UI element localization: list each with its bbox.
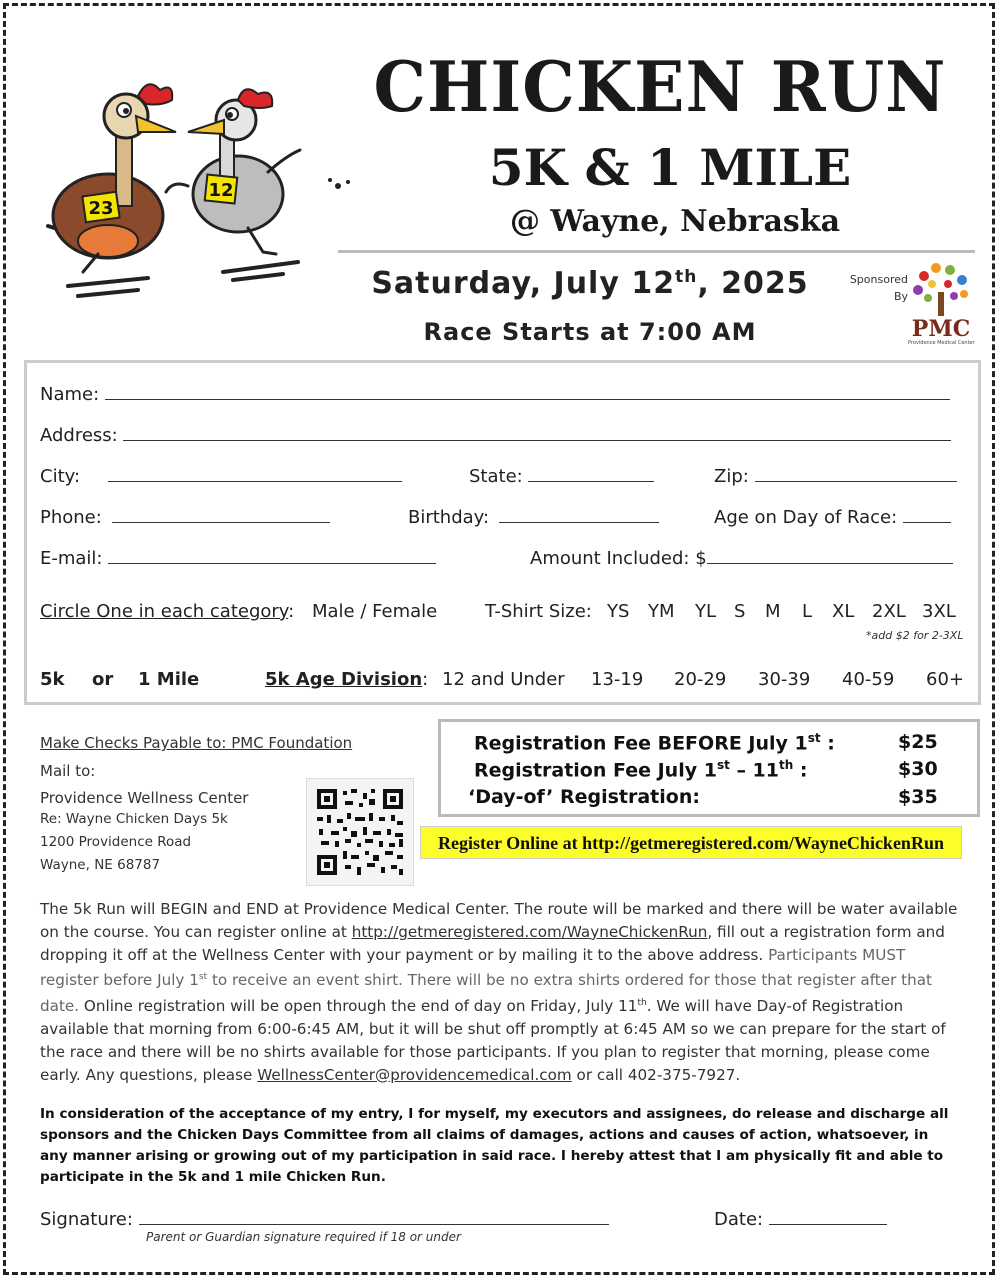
fee-day-of-price: $35 xyxy=(898,786,938,808)
race-start-time: Race Starts at 7:00 AM xyxy=(423,318,757,346)
checks-payable: Make Checks Payable to: PMC Foundation xyxy=(40,734,353,752)
age-division-label: 5k Age Division: xyxy=(265,669,429,690)
birthday-field[interactable]: Birthday: xyxy=(408,506,659,528)
tshirt-size-ym[interactable]: YM xyxy=(648,601,675,622)
zip-field[interactable]: Zip: xyxy=(714,465,957,487)
fee-july-1-11-label: Registration Fee July 1st – 11th : xyxy=(474,758,808,782)
age-division-12-under[interactable]: 12 and Under xyxy=(442,669,565,690)
address-field[interactable]: Address: xyxy=(40,424,951,446)
city-field[interactable]: City: xyxy=(40,465,402,487)
race-option-5k[interactable]: 5k xyxy=(40,669,65,690)
tshirt-size-xl[interactable]: XL xyxy=(832,601,855,622)
race-distance-title: 5K & 1 MILE xyxy=(488,138,852,197)
race-location: @ Wayne, Nebraska xyxy=(509,204,841,239)
age-division-13-19[interactable]: 13-19 xyxy=(591,669,644,690)
pmc-logo-subtitle: Providence Medical Center xyxy=(908,340,975,346)
tshirt-size-2xl[interactable]: 2XL xyxy=(872,601,906,622)
name-line[interactable] xyxy=(105,383,950,400)
page-title: CHICKEN RUN xyxy=(373,46,947,128)
signature-date-line[interactable] xyxy=(769,1208,887,1225)
tshirt-size-l[interactable]: L xyxy=(802,601,813,622)
race-option-or: or xyxy=(92,669,114,690)
email-field[interactable]: E-mail: xyxy=(40,547,436,569)
mail-address-line2: Re: Wayne Chicken Days 5k xyxy=(40,811,228,827)
register-online-link[interactable]: Register Online at http://getmeregistered.com/WayneChickenRun xyxy=(420,826,962,859)
chicken-runners-illustration xyxy=(38,76,358,308)
amount-field[interactable]: Amount Included: $ xyxy=(530,547,953,569)
email-line[interactable] xyxy=(108,547,436,564)
state-field[interactable]: State: xyxy=(469,465,654,487)
fee-july-1-11-price: $30 xyxy=(898,758,938,780)
mail-address-line1: Providence Wellness Center xyxy=(40,789,249,807)
circle-instructions: Circle One in each category: xyxy=(40,601,295,622)
name-field[interactable]: Name: xyxy=(40,383,950,405)
wellness-center-email-link[interactable]: WellnessCenter@providencemedical.com xyxy=(257,1065,572,1084)
address-line[interactable] xyxy=(123,424,951,441)
age-field[interactable]: Age on Day of Race: xyxy=(714,506,951,528)
registration-form xyxy=(24,360,981,705)
tshirt-size-s[interactable]: S xyxy=(734,601,746,622)
age-line[interactable] xyxy=(903,506,951,523)
age-division-20-29[interactable]: 20-29 xyxy=(674,669,727,690)
city-line[interactable] xyxy=(108,465,402,482)
race-option-1-mile[interactable]: 1 Mile xyxy=(138,669,200,690)
guardian-note: Parent or Guardian signature required if 18 or under xyxy=(146,1230,461,1244)
tshirt-size-3xl[interactable]: 3XL xyxy=(922,601,956,622)
tshirt-size-label: T-Shirt Size: xyxy=(485,601,592,622)
race-date: Saturday, July 12th, 2025 xyxy=(371,266,809,301)
fee-before-july-1-label: Registration Fee BEFORE July 1st : xyxy=(474,731,835,755)
bib-12: 12 xyxy=(208,180,234,201)
race-information: The 5k Run will BEGIN and END at Providence Medical Center. The route will be marked and there will be water available on the course. You can register online at http://getmeregistered.com/WayneChickenRun, fill out a registration form and dropping it off at the Wellness Center with your payment or by mailing it to the above address. Participants MUST register before July 1st to receive an event shirt. There will be no extra shirts ordered for those that register after that date. Online registration will be open through the end of day on Friday, July 11th. We will have Day-of Registration available that morning from 6:00-6:45 AM, but it will be shut off promptly at 6:45 AM so we can prepare for the start of the race and there will be no shirts available for those participants. If you plan to register that morning, please come early. Any questions, please WellnessCenter@providencemedical.com or call 402-375-7927. xyxy=(40,900,958,1084)
pmc-logo xyxy=(908,262,974,346)
shirt-deadline-note: Participants MUST register before July 1st to receive an event shirt. There will be no extra shirts ordered for those that register after that date. xyxy=(40,945,933,1016)
signature-date-field[interactable]: Date: xyxy=(714,1208,887,1230)
tshirt-size-m[interactable]: M xyxy=(765,601,781,622)
signature-field[interactable]: Signature: xyxy=(40,1208,609,1230)
registration-link[interactable]: http://getmeregistered.com/WayneChickenRun xyxy=(351,922,708,941)
age-division-60-plus[interactable]: 60+ xyxy=(926,669,964,690)
tshirt-size-ys[interactable]: YS xyxy=(607,601,630,622)
bib-23: 23 xyxy=(88,198,114,219)
age-division-40-59[interactable]: 40-59 xyxy=(842,669,895,690)
state-line[interactable] xyxy=(528,465,654,482)
fee-before-july-1-price: $25 xyxy=(898,731,938,753)
gender-options[interactable]: Male / Female xyxy=(312,601,438,622)
fee-day-of-label: ‘Day-of’ Registration: xyxy=(468,786,700,808)
mail-address-line3: 1200 Providence Road xyxy=(40,834,192,850)
age-division-30-39[interactable]: 30-39 xyxy=(758,669,811,690)
birthday-line[interactable] xyxy=(499,506,659,523)
qr-code-icon xyxy=(307,779,413,885)
sponsored-by: Sponsored By xyxy=(849,273,908,303)
phone-line[interactable] xyxy=(112,506,330,523)
signature-line[interactable] xyxy=(139,1208,609,1225)
tshirt-size-note: *add $2 for 2-3XL xyxy=(866,629,964,642)
phone-field[interactable]: Phone: xyxy=(40,506,330,528)
amount-line[interactable] xyxy=(707,547,953,564)
qr-code[interactable] xyxy=(306,778,414,886)
mail-to-label: Mail to: xyxy=(40,762,96,780)
zip-line[interactable] xyxy=(755,465,957,482)
pmc-logo-text: PMC xyxy=(911,316,971,342)
tshirt-size-yl[interactable]: YL xyxy=(695,601,717,622)
mail-address-line4: Wayne, NE 68787 xyxy=(40,857,161,873)
title-divider xyxy=(338,250,975,253)
tree-icon xyxy=(908,262,974,318)
liability-waiver: In consideration of the acceptance of my entry, I for myself, my executors and assignees, do release and discharge all sponsors and the Chicken Days Committee from all claims of damages, actions and causes of action, whatsoever, in any manner arising or growing out of my participation in said race. I hereby attest that I am physically fit and able to participate in the 5k and 1 mile Chicken Run. xyxy=(40,1106,949,1185)
